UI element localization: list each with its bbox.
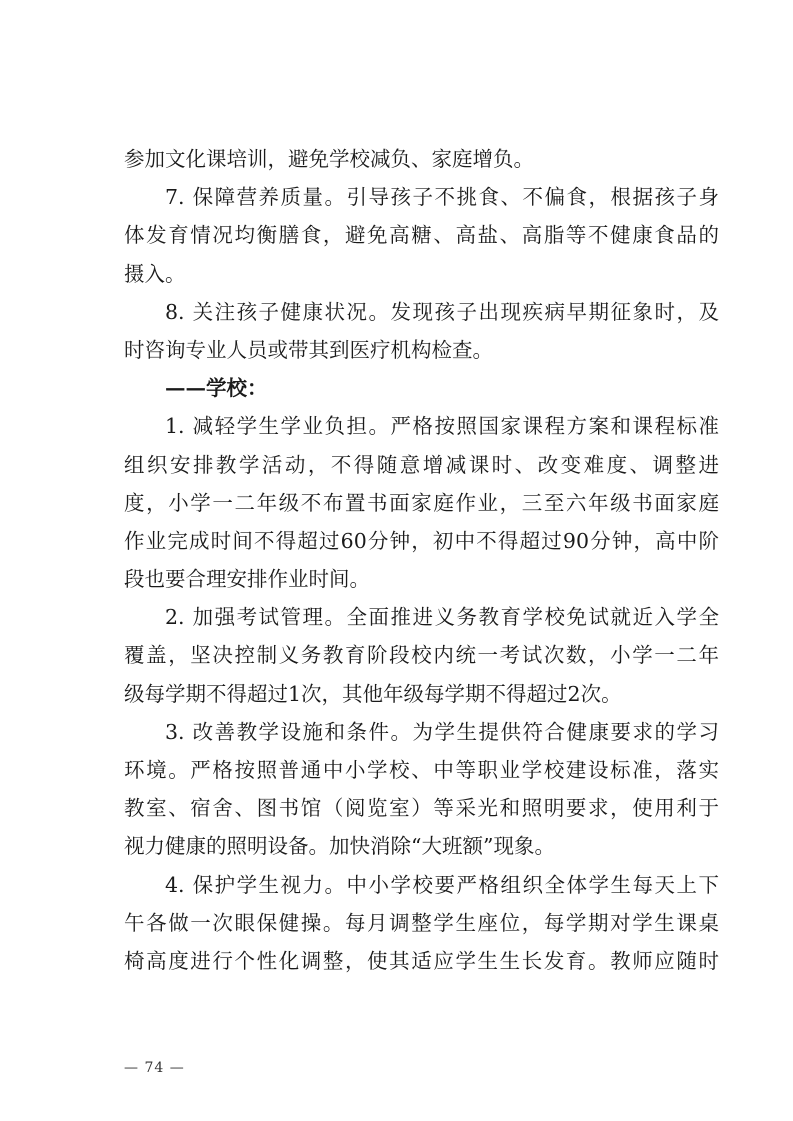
text-line: 8. 关注孩子健康状况。发现孩子出现疾病早期征象时，及 [165,299,719,324]
text-line: 时咨询专业人员或带其到医疗机构检查。 [124,337,493,362]
text-line: 4. 保护学生视力。中小学校要严格组织全体学生每天上下 [165,872,719,897]
text-line: 2. 加强考试管理。全面推进义务教育学校免试就近入学全 [165,605,719,630]
text-line: 教室、宿舍、图书馆（阅览室）等采光和照明要求，使用利于 [124,796,719,821]
text-line: 3. 改善教学设施和条件。为学生提供符合健康要求的学习 [165,719,719,744]
text-line: 度，小学一二年级不布置书面家庭作业，三至六年级书面家庭 [124,490,719,515]
text-line: 午各做一次眼保健操。每月调整学生座位，每学期对学生课桌 [124,910,719,935]
text-line: 覆盖，坚决控制义务教育阶段校内统一考试次数，小学一二年 [124,643,719,668]
section-heading: ——学校： [165,376,268,401]
text-line: 段也要合理安排作业时间。 [124,567,370,592]
text-line: 体发育情况均衡膳食，避免高糖、高盐、高脂等不健康食品的 [124,223,719,248]
text-line: 环境。严格按照普通中小学校、中等职业学校建设标准，落实 [124,758,719,782]
text-line: 椅高度进行个性化调整，使其适应学生生长发育。教师应随时 [124,948,719,973]
text-line: 摄入。 [124,261,186,286]
text-line: 参加文化课培训，避免学校减负、家庭增负。 [124,147,534,171]
page-number: — 74 — [124,1060,185,1076]
text-line: 1. 减轻学生学业负担。严格按照国家课程方案和课程标准 [165,414,719,439]
text-line: 作业完成时间不得超过60分钟，初中不得超过90分钟，高中阶 [124,528,719,553]
text-line: 7. 保障营养质量。引导孩子不挑食、不偏食，根据孩子身 [165,185,719,210]
text-line: 级每学期不得超过1次，其他年级每学期不得超过2次。 [124,681,622,706]
text-line: 组织安排教学活动，不得随意增减课时、改变难度、调整进 [124,452,719,477]
text-line: 视力健康的照明设备。加快消除“大班额”现象。 [124,834,555,859]
document-body [124,140,719,980]
